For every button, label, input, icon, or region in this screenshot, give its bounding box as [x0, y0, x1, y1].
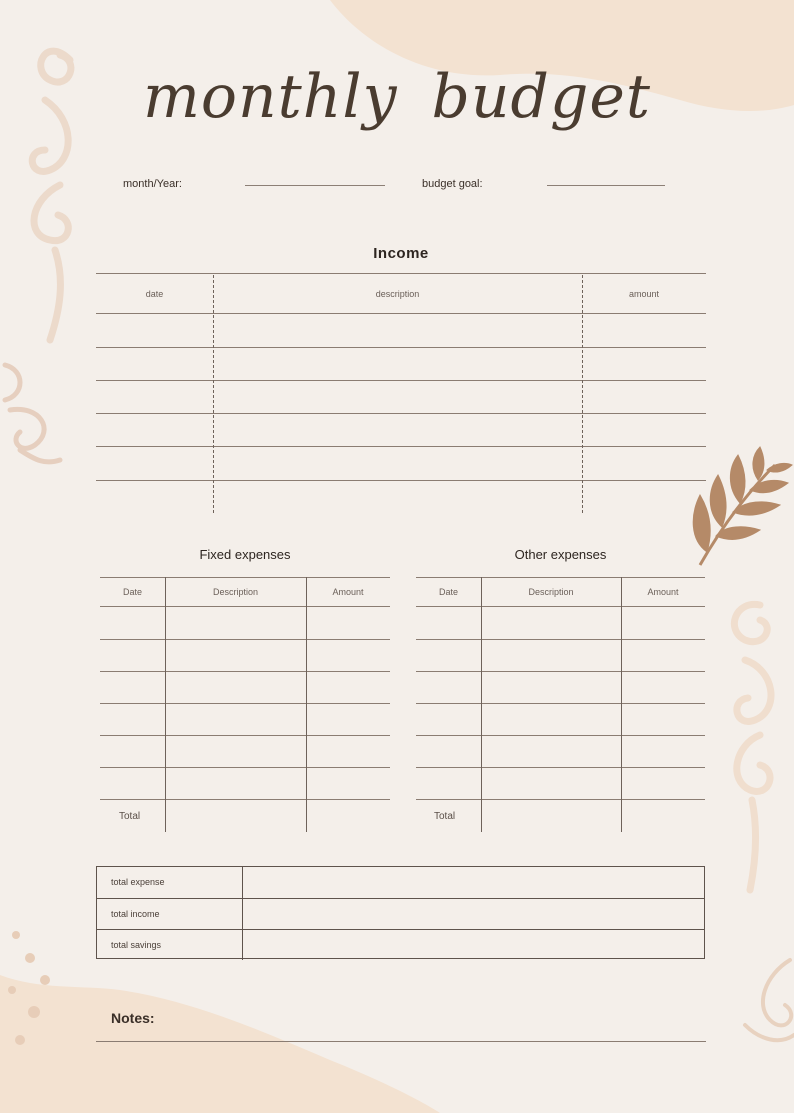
income-row-line: [96, 446, 706, 447]
budget-goal-field-line[interactable]: [547, 185, 665, 186]
summary-row-total-income[interactable]: [97, 898, 704, 929]
other-col-date: Date: [438, 587, 458, 597]
other-row-line: [416, 735, 705, 736]
income-top-line: [96, 273, 706, 274]
summary-table: [96, 866, 705, 959]
fixed-col-amount: Amount: [332, 587, 364, 597]
income-row-line: [96, 347, 706, 348]
other-expenses-title: Other expenses: [514, 547, 607, 562]
summary-divider: [242, 930, 243, 960]
other-top-line: [416, 577, 705, 578]
income-row-line: [96, 380, 706, 381]
blob-shape-icon: [0, 975, 440, 1113]
summary-label: total income: [111, 909, 160, 919]
income-row-line: [96, 313, 706, 314]
swirl-decoration-icon: [734, 604, 771, 890]
summary-row-total-savings[interactable]: [97, 929, 704, 960]
income-title: Income: [373, 245, 429, 262]
income-col-date: date: [145, 289, 164, 299]
other-col-description: Description: [528, 587, 574, 597]
fixed-top-line: [100, 577, 390, 578]
fixed-row-line: [100, 639, 390, 640]
month-year-label: month/Year:: [123, 178, 182, 190]
fixed-expenses-title: Fixed expenses: [199, 547, 291, 562]
page-title: [0, 62, 794, 132]
other-column-divider: [481, 577, 482, 832]
income-row-line: [96, 480, 706, 481]
fixed-row-line: [100, 735, 390, 736]
leaf-icon: [693, 447, 792, 565]
notes-label: Notes:: [111, 1010, 155, 1026]
fixed-row-line: [100, 767, 390, 768]
other-row-line: [416, 671, 705, 672]
swirl-decoration-icon: [5, 365, 60, 462]
other-row-line: [416, 799, 705, 800]
month-year-field-line[interactable]: [245, 185, 385, 186]
other-row-line: [416, 606, 705, 607]
summary-label: total savings: [111, 940, 162, 950]
other-row-line: [416, 767, 705, 768]
summary-label: total expense: [111, 877, 165, 887]
income-col-amount: amount: [628, 289, 660, 299]
summary-row-total-expense[interactable]: [97, 867, 704, 898]
income-row-line: [96, 413, 706, 414]
other-total-label: Total: [434, 811, 456, 822]
title-word-monthly: monthly: [143, 62, 398, 132]
fixed-row-line: [100, 703, 390, 704]
income-col-description: description: [375, 289, 420, 299]
fixed-col-description: Description: [212, 587, 259, 597]
fixed-col-date: Date: [122, 587, 142, 597]
fixed-column-divider: [306, 577, 307, 832]
other-column-divider: [621, 577, 622, 832]
fixed-total-label: Total: [119, 811, 141, 822]
income-column-divider: [582, 275, 583, 513]
other-col-amount: Amount: [647, 587, 679, 597]
swirl-decoration-icon: [745, 960, 794, 1040]
fixed-row-line: [100, 606, 390, 607]
title-word-budget: budget: [431, 62, 651, 132]
fixed-column-divider: [165, 577, 166, 832]
other-row-line: [416, 639, 705, 640]
fixed-row-line: [100, 671, 390, 672]
summary-divider: [242, 867, 243, 898]
budget-goal-label: budget goal:: [422, 178, 483, 190]
fixed-row-line: [100, 799, 390, 800]
income-column-divider: [213, 275, 214, 513]
notes-line[interactable]: [96, 1041, 706, 1042]
summary-divider: [242, 899, 243, 929]
other-row-line: [416, 703, 705, 704]
